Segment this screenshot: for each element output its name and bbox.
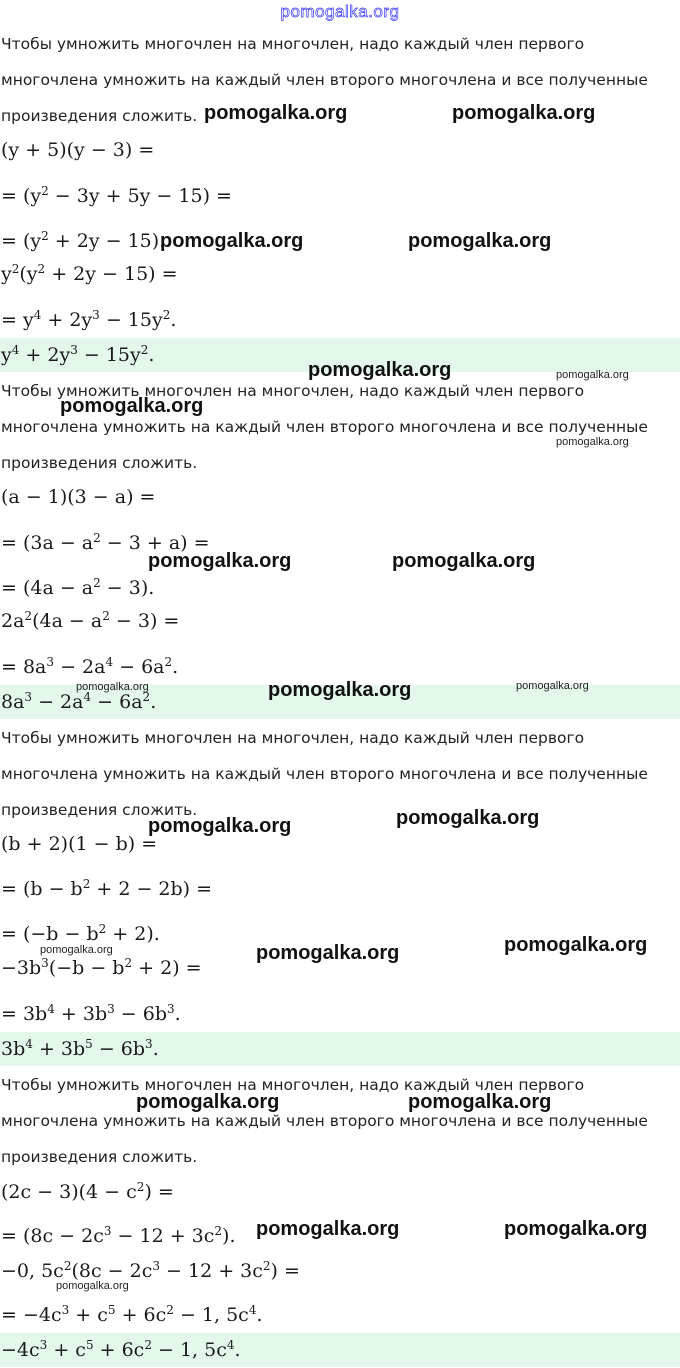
math-step: (a − 1)(3 − a) = xyxy=(1,486,156,508)
answer-line: $8a^3 - 2a^4 - 6a^2$. xyxy=(0,685,680,719)
math-step: = $(y^2 - 3y + 5y - 15)$ = xyxy=(1,183,232,207)
math-step: = $(b - b^2 + 2 - 2b)$ = xyxy=(1,876,213,900)
watermark: pomogalka.org xyxy=(56,1280,129,1292)
rule-line-2: многочлена умножить на каждый член второго многочлена и все полученные xyxy=(1,418,648,436)
rule-line-3: произведения сложить. xyxy=(1,454,198,472)
watermark: pomogalka.org xyxy=(136,1091,280,1113)
math-step: = $(8c - 2c^3 - 12 + 3c^2)$. xyxy=(1,1223,236,1247)
math-step: $y^2(y^2 + 2y - 15)$ = xyxy=(1,261,178,285)
watermark: pomogalka.org xyxy=(160,230,304,252)
watermark: pomogalka.org xyxy=(148,815,292,837)
answer-line: $3b^4 + 3b^5 - 6b^3$. xyxy=(0,1032,680,1066)
site-logo: pomogalka.org xyxy=(280,2,400,21)
watermark: pomogalka.org xyxy=(556,369,629,381)
answer-line: $y^4 + 2y^3 - 15y^2$. xyxy=(0,338,680,372)
rule-line-2: многочлена умножить на каждый член второго многочлена и все полученные xyxy=(1,1112,648,1130)
watermark: pomogalka.org xyxy=(308,359,452,381)
math-step: $2a^2(4a - a^2 - 3)$ = xyxy=(1,608,180,632)
watermark: pomogalka.org xyxy=(76,681,149,693)
math-step: = $y^4 + 2y^3 - 15y^2$. xyxy=(1,307,177,331)
watermark: pomogalka.org xyxy=(504,934,648,956)
math-step: $(2c - 3)(4 - c^2)$ = xyxy=(1,1179,174,1203)
watermark: pomogalka.org xyxy=(452,102,596,124)
watermark: pomogalka.org xyxy=(408,230,552,252)
math-step: (y + 5)(y − 3) = xyxy=(1,139,155,161)
watermark: pomogalka.org xyxy=(204,102,348,124)
math-step: = $8a^3 - 2a^4 - 6a^2$. xyxy=(1,654,179,678)
watermark: pomogalka.org xyxy=(148,550,292,572)
rule-line-3: произведения сложить. xyxy=(1,1148,198,1166)
math-step: = $3b^4 + 3b^3 - 6b^3$. xyxy=(1,1001,181,1025)
rule-line-1: Чтобы умножить многочлен на многочлен, надо каждый член первого xyxy=(1,382,585,400)
answer-line: $-4c^3 + c^5 + 6c^2 - 1$, $5c^4$. xyxy=(0,1333,680,1367)
rule-line-1: Чтобы умножить многочлен на многочлен, надо каждый член первого xyxy=(1,35,585,53)
rule-line-2: многочлена умножить на каждый член второго многочлена и все полученные xyxy=(1,71,648,89)
watermark: pomogalka.org xyxy=(60,395,204,417)
rule-line-3: произведения сложить. xyxy=(1,107,198,125)
math-step: = $-4c^3 + c^5 + 6c^2 - 1$, $5c^4$. xyxy=(1,1302,263,1326)
watermark: pomogalka.org xyxy=(516,680,589,692)
math-step: (b + 2)(1 − b) = xyxy=(1,833,158,855)
math-step: = $(-b - b^2 + 2)$. xyxy=(1,921,160,945)
watermark: pomogalka.org xyxy=(396,807,540,829)
watermark: pomogalka.org xyxy=(40,944,113,956)
watermark: pomogalka.org xyxy=(408,1091,552,1113)
watermark: pomogalka.org xyxy=(504,1218,648,1240)
math-step: = $(3a - a^2 - 3 + a)$ = xyxy=(1,530,210,554)
watermark: pomogalka.org xyxy=(556,436,629,448)
math-step: = $(4a - a^2 - 3)$. xyxy=(1,575,155,599)
math-step: −0, $5c^2(8c - 2c^3 - 12 + 3c^2)$ = xyxy=(1,1258,300,1282)
rule-line-2: многочлена умножить на каждый член второго многочлена и все полученные xyxy=(1,765,648,783)
watermark: pomogalka.org xyxy=(256,942,400,964)
math-step: = $(y^2 + 2y - 15)$. xyxy=(1,228,166,252)
watermark: pomogalka.org xyxy=(256,1218,400,1240)
rule-line-1: Чтобы умножить многочлен на многочлен, надо каждый член первого xyxy=(1,729,585,747)
watermark: pomogalka.org xyxy=(268,679,412,701)
rule-line-1: Чтобы умножить многочлен на многочлен, надо каждый член первого xyxy=(1,1076,585,1094)
rule-line-3: произведения сложить. xyxy=(1,801,198,819)
watermark: pomogalka.org xyxy=(392,550,536,572)
math-step: $-3b^3(-b - b^2 + 2)$ = xyxy=(1,955,202,979)
